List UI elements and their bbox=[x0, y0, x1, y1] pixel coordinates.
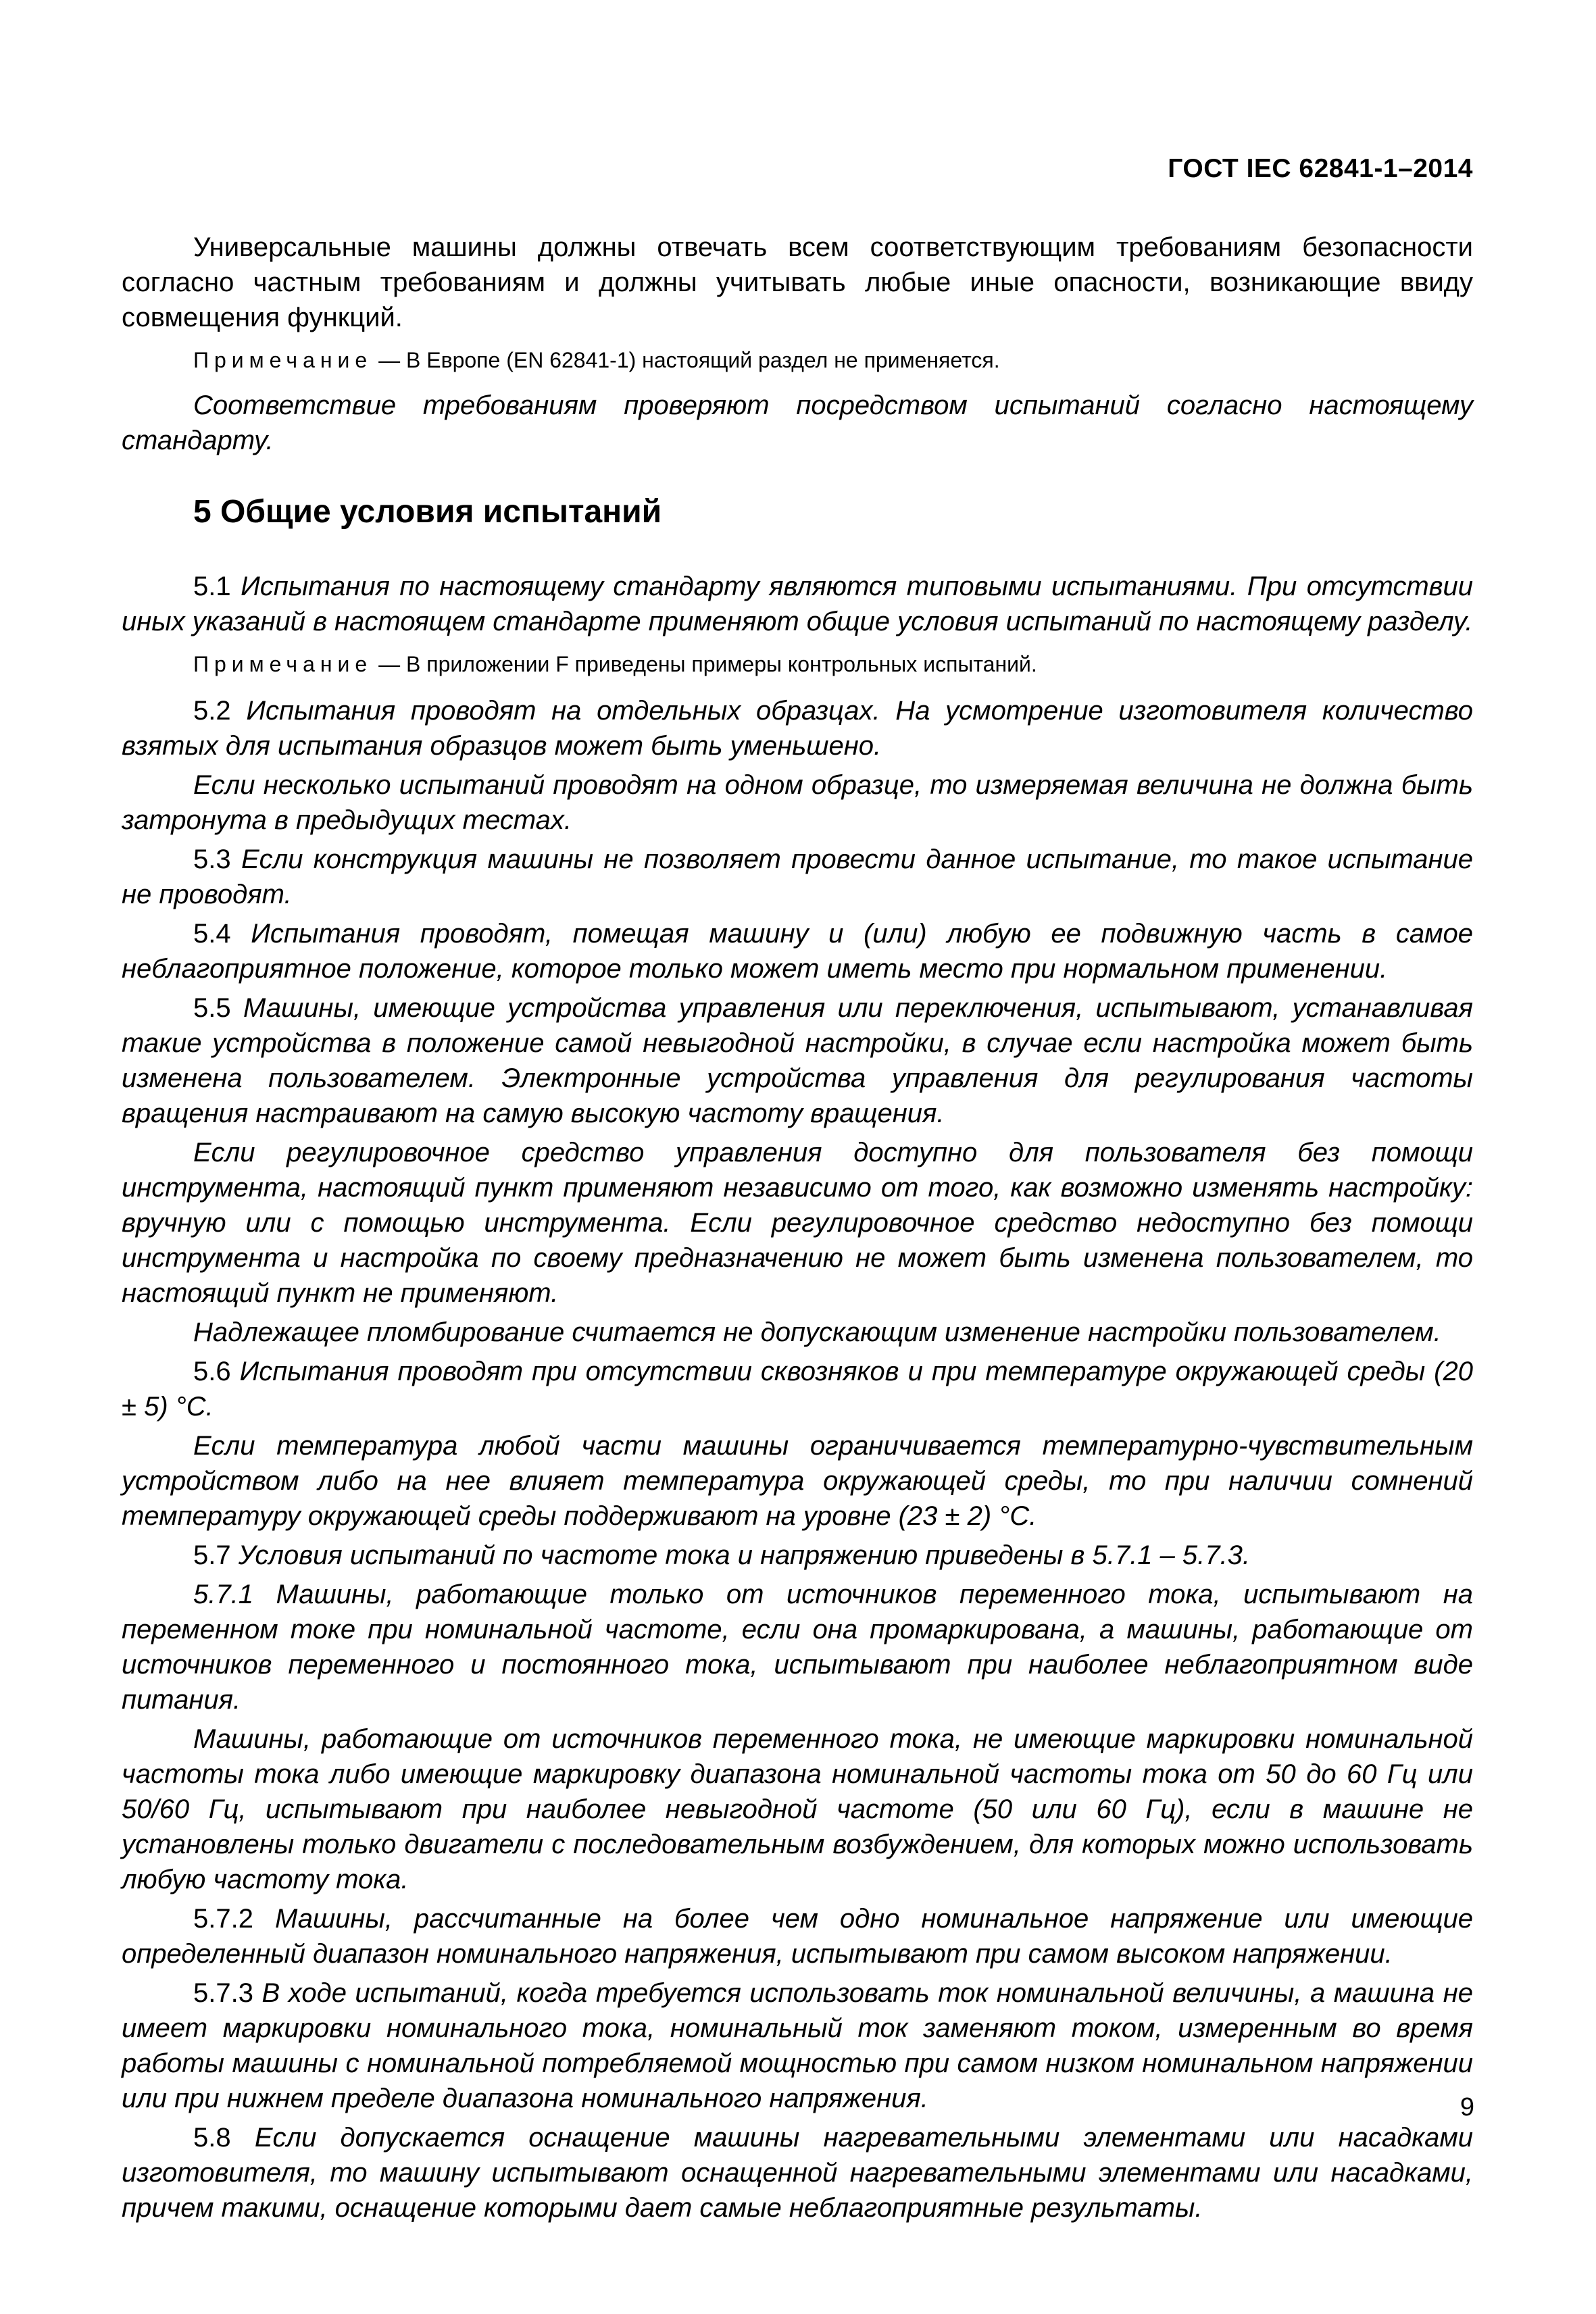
clause-number: 5.8 bbox=[193, 2123, 255, 2153]
clause-text: Условия испытаний по частоте тока и напряжению приведены в 5.7.1 – 5.7.3. bbox=[238, 1540, 1251, 1570]
section-title: 5 Общие условия испытаний bbox=[193, 494, 662, 530]
clause-text: Испытания по настоящему стандарту являются типовыми испытаниями. При отсутствии иных указаний в настоящем стандарте применяют общие условия испытаний по настоящему разделу. bbox=[122, 572, 1474, 636]
clause-5-7-1: 5.7.1 Машины, работающие только от источников переменного тока, испытывают на переменном токе при номинальной частоте, если она промаркирована, а машины, работающие от источников переменного и постоянного тока, испытывают при наиболее неблагоприятном виде питания. bbox=[122, 1580, 1473, 1715]
clause-number: 5.4 bbox=[193, 919, 251, 949]
note-text: — В Европе (EN 62841-1) настоящий раздел не применяется. bbox=[372, 348, 1000, 372]
clause-5-5 bbox=[122, 990, 1473, 1131]
clause-text: Если допускается оснащение машины нагревательными элементами или насадками изготовителя, то машину испытывают оснащенной нагревательными элементами или насадками, причем такими, оснащение которыми дает самые неблагоприятные результаты. bbox=[122, 2123, 1473, 2223]
note-label: Примечание bbox=[193, 348, 373, 372]
clause-5-5-sealing: Надлежащее пломбирование считается не допускающим изменение настройки пользователем. bbox=[193, 1317, 1441, 1347]
clause-5-6-continued: Если температура любой части машины ограничивается температурно-чувствительным устройством либо на нее влияет температура окружающей среды, то при наличии сомнений температуру окружающей среды поддерживают на уровне (23 ± 2) °C. bbox=[122, 1431, 1473, 1531]
clause-number: 5.3 bbox=[193, 845, 241, 874]
intro-paragraph: Универсальные машины должны отвечать всем соответствующим требованиям безопасности согласно частным требованиям и должны учитывать любые иные опасности, возникающие ввиду совмещения функций. bbox=[122, 232, 1473, 332]
page-content bbox=[122, 230, 1473, 2225]
clause-text: Если конструкция машины не позволяет провести данное испытание, то такое испытание не проводят. bbox=[122, 845, 1473, 909]
note-text: — В приложении F приведены примеры контрольных испытаний. bbox=[372, 652, 1037, 676]
clause-5-2 bbox=[122, 693, 1473, 763]
document-code-header: ГОСТ IEC 62841-1–2014 bbox=[1168, 154, 1473, 183]
clause-text: Машины, рассчитанные на более чем одно номинальное напряжение или имеющие определенный диапазон номинального напряжения, испытывают при самом высоком напряжении. bbox=[122, 1904, 1473, 1969]
compliance-statement: Соответствие требованиям проверяют посредством испытаний согласно настоящему стандарту. bbox=[122, 391, 1473, 455]
clause-text: Испытания проводят, помещая машину и (или) любую ее подвижную часть в самое неблагоприятное положение, которое только может иметь место при нормальном применении. bbox=[122, 919, 1473, 984]
clause-5-7 bbox=[122, 1538, 1473, 1573]
clause-number: 5.2 bbox=[193, 696, 247, 726]
clause-5-6 bbox=[122, 1354, 1473, 1424]
note-europe bbox=[122, 346, 1473, 374]
clause-number: 5.1 bbox=[193, 572, 241, 601]
clause-5-2-continued: Если несколько испытаний проводят на одном образце, то измеряемая величина не должна быть затронута в предыдущих тестах. bbox=[122, 770, 1473, 835]
clause-number: 5.6 bbox=[193, 1357, 240, 1386]
clause-5-7-3 bbox=[122, 1976, 1473, 2116]
clause-5-5-continued: Если регулировочное средство управления доступно для пользователя без помощи инструмента, настоящий пункт применяют независимо от того, как возможно изменять настройку: вручную или с помощью инструмента. Если регулировочное средство недоступно без помощи инструмента и настройка по своему предназначению не может быть изменена пользователем, то настоящий пункт не применяют. bbox=[122, 1138, 1473, 1308]
clause-5-3 bbox=[122, 842, 1473, 912]
clause-5-4 bbox=[122, 916, 1473, 986]
note-label: Примечание bbox=[193, 652, 373, 676]
clause-text: В ходе испытаний, когда требуется использовать ток номинальной величины, а машина не имеет маркировки номинального тока, номинальный ток заменяют током, измеренным во время работы машины с номинальной потребляемой мощностью при самом низком номинальном напряжении или при нижнем пределе диапазона номинального напряжения. bbox=[122, 1978, 1474, 2113]
clause-number: 5.7 bbox=[193, 1540, 239, 1570]
clause-text: Машины, имеющие устройства управления или переключения, испытывают, устанавливая такие устройства в положение самой невыгодной настройки, в случае если настройка может быть изменена пользователем. Электронные устройства управления для регулирования частоты вращения настраивают на самую высокую частоту вращения. bbox=[122, 993, 1473, 1128]
clause-5-8 bbox=[122, 2120, 1473, 2225]
clause-number: 5.7.2 bbox=[193, 1904, 275, 1934]
note-annex-f bbox=[122, 650, 1473, 678]
clause-number: 5.7.3 bbox=[193, 1978, 262, 2008]
clause-5-7-1-continued: Машины, работающие от источников переменного тока, не имеющие маркировки номинальной частоты тока либо имеющие маркировку диапазона номинальной частоты тока от 50 до 60 Гц или 50/60 Гц, испытывают при наиболее невыгодной частоте (50 или 60 Гц), если в машине не установлены только двигатели с последовательным возбуждением, для которых можно использовать любую частоту тока. bbox=[122, 1724, 1473, 1894]
clause-5-7-2 bbox=[122, 1901, 1473, 1971]
clause-text: Испытания проводят при отсутствии сквозняков и при температуре окружающей среды (20 ± 5) °C. bbox=[122, 1357, 1473, 1422]
page-number: 9 bbox=[1460, 2093, 1474, 2121]
clause-number: 5.5 bbox=[193, 993, 243, 1023]
clause-5-1 bbox=[122, 569, 1473, 639]
clause-text: Испытания проводят на отдельных образцах. На усмотрение изготовителя количество взятых для испытания образцов может быть уменьшено. bbox=[122, 696, 1474, 761]
